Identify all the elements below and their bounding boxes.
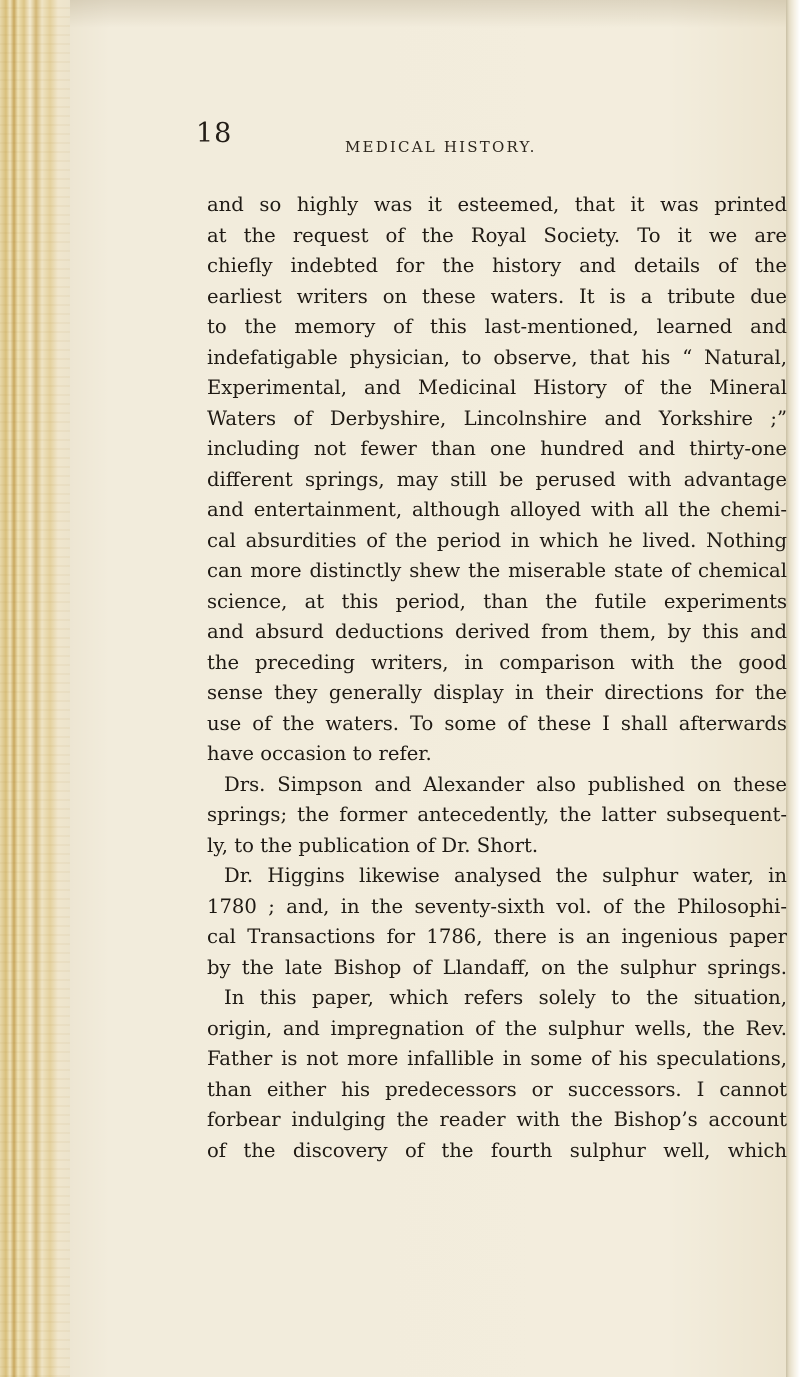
text-line: Waters of Derbyshire, Lincolnshire and Yorkshire ;” — [207, 406, 787, 430]
text-line: by the late Bishop of Llandaff, on the sulphur springs. — [207, 955, 787, 979]
text-line: Father is not more infallible in some of his speculations, — [207, 1047, 787, 1070]
top-shadow — [70, 0, 786, 28]
text-line: at the request of the Royal Society. To it we are — [207, 223, 787, 247]
text-line: cal absurdities of the period in which he lived. Nothing — [207, 528, 787, 552]
text-line: have occasion to refer. — [207, 742, 432, 765]
text-line: In this paper, which refers solely to the situation, — [224, 986, 787, 1009]
page-number: 18 — [196, 118, 233, 149]
text-line: forbear indulging the reader with the Bishop’s account — [207, 1108, 787, 1131]
body-text — [207, 190, 787, 1166]
text-line: and absurd deductions derived from them, by this and — [207, 620, 787, 643]
running-head — [0, 118, 800, 168]
text-line: cal Transactions for 1786, there is an ingenious paper — [207, 925, 787, 948]
text-line: Experimental, and Medicinal History of the Mineral — [207, 376, 787, 399]
text-line: sense they generally display in their directions for the — [207, 681, 787, 704]
text-line: and so highly was it esteemed, that it was printed — [207, 193, 787, 216]
text-line: than either his predecessors or successors. I cannot — [207, 1077, 787, 1101]
text-line: science, at this period, than the futile experiments — [207, 589, 787, 613]
text-line: indefatigable physician, to observe, that his “ Natural, — [207, 345, 787, 369]
text-line: chiefly indebted for the history and details of the — [207, 254, 787, 277]
text-line: Drs. Simpson and Alexander also published on these — [224, 772, 787, 796]
text-line: origin, and impregnation of the sulphur wells, the Rev. — [207, 1016, 787, 1040]
text-line: the preceding writers, in comparison with the good — [207, 650, 787, 674]
text-line: springs; the former antecedently, the latter subsequent- — [207, 803, 787, 826]
page-edges-stack — [0, 0, 70, 1377]
text-line: ly, to the publication of Dr. Short. — [207, 833, 539, 857]
text-line: and entertainment, although alloyed with all the chemi- — [207, 498, 787, 521]
text-line: of the discovery of the fourth sulphur well, which — [207, 1138, 787, 1162]
text-line: including not fewer than one hundred and thirty-one — [207, 437, 787, 460]
text-line: to the memory of this last-mentioned, learned and — [207, 315, 787, 338]
right-page-edge — [786, 0, 800, 1377]
text-line: earliest writers on these waters. It is a tribute due — [207, 284, 787, 308]
text-line: can more distinctly shew the miserable state of chemical — [207, 559, 787, 582]
text-line: Dr. Higgins likewise analysed the sulphur water, in — [224, 864, 787, 887]
text-line: different springs, may still be perused with advantage — [207, 467, 787, 491]
text-line: use of the waters. To some of these I shall afterwards — [207, 711, 787, 735]
running-title: MEDICAL HISTORY. — [345, 138, 537, 156]
text-line: 1780 ; and, in the seventy-sixth vol. of the Philosophi- — [207, 894, 787, 918]
